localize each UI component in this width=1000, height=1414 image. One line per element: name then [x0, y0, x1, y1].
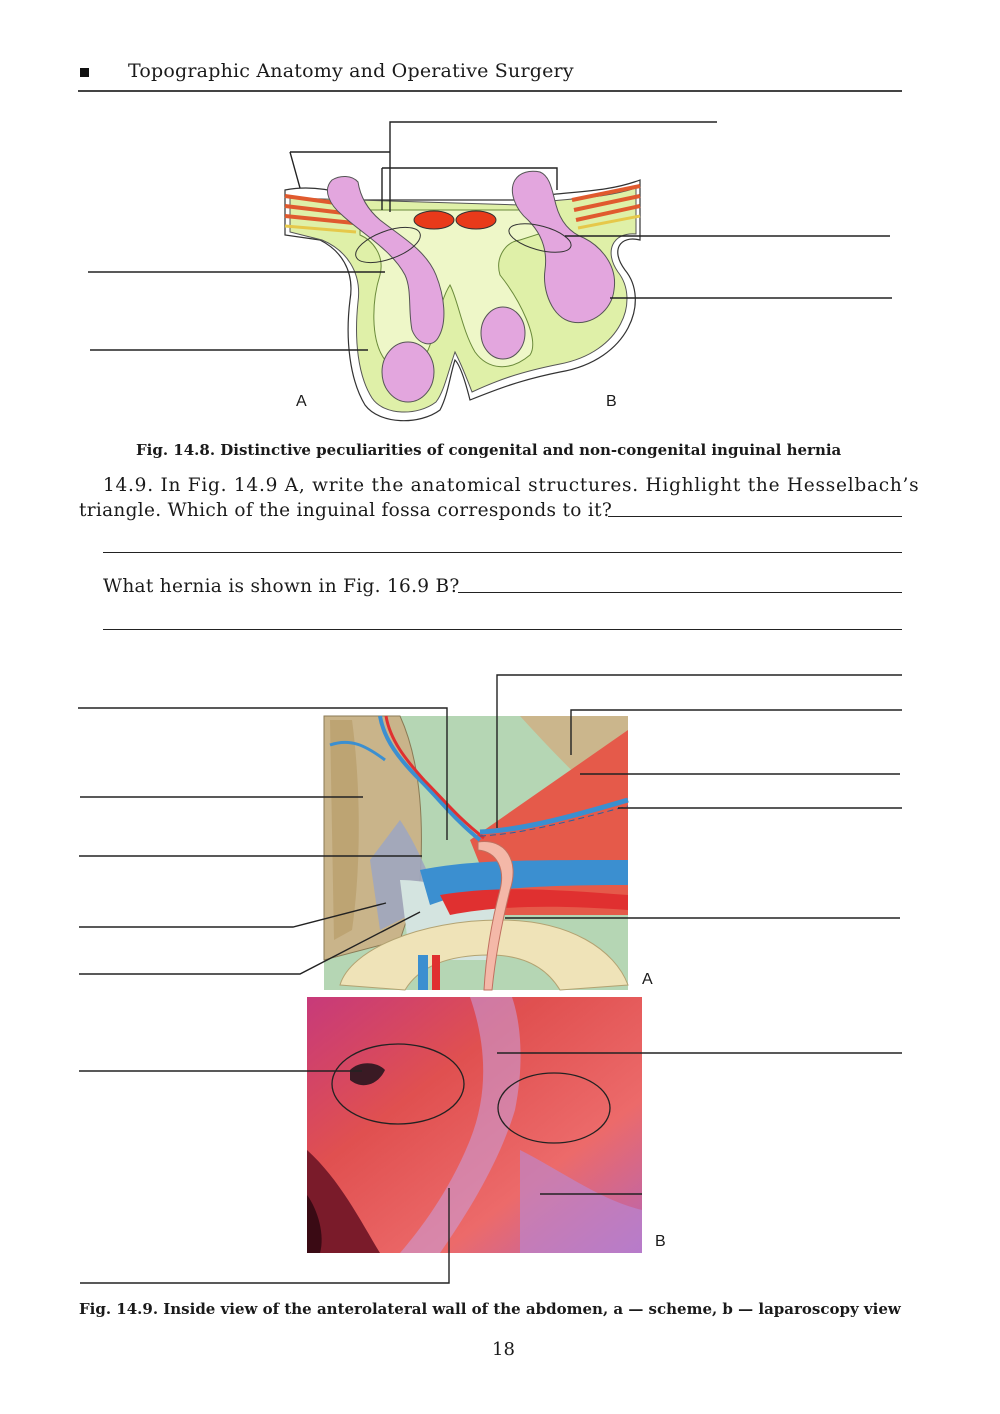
figure-14-9-label-a: A: [642, 971, 653, 988]
answer-line-hernia-continued[interactable]: [103, 629, 902, 630]
figure-14-9b-laparoscopy: [307, 997, 642, 1253]
vessel-right: [456, 211, 496, 229]
figure-14-9-label-b: B: [655, 1233, 666, 1250]
question-14-9-line2: triangle. Which of the inguinal fossa corresponds to it?: [79, 500, 613, 521]
right-testis: [481, 307, 525, 359]
figure-14-8-label-b: B: [606, 393, 617, 410]
answer-line-fossa-continued[interactable]: [103, 552, 902, 553]
figure-14-8-label-a: A: [296, 393, 307, 410]
figure-14-9a-scheme: [324, 716, 628, 990]
left-testis: [382, 342, 434, 402]
vessel-left: [414, 211, 454, 229]
question-14-9-line1: 14.9. In Fig. 14.9 A, write the anatomical structures. Highlight the Hesselbach’s: [103, 475, 920, 496]
figure-14-9-caption: Fig. 14.9. Inside view of the anterolateral wall of the abdomen, a — scheme, b — laparoscopy view: [79, 1300, 901, 1318]
figure-14-8-caption: Fig. 14.8. Distinctive peculiarities of congenital and non-congenital inguinal hernia: [136, 441, 842, 459]
answer-line-fossa[interactable]: [608, 516, 902, 517]
page-number: 18: [492, 1339, 515, 1360]
running-header: Topographic Anatomy and Operative Surgery: [128, 60, 574, 82]
answer-line-hernia[interactable]: [458, 592, 902, 593]
hernia-question: What hernia is shown in Fig. 16.9 B?: [103, 576, 460, 597]
